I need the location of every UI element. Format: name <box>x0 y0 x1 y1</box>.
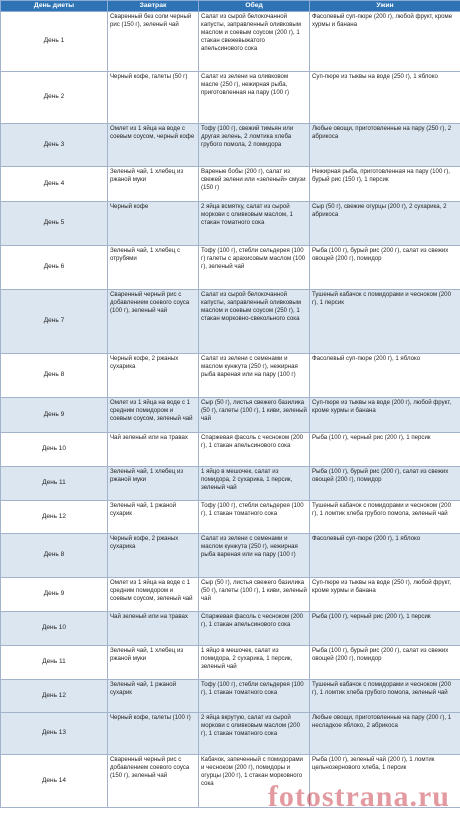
column-header-breakfast: Завтрак <box>108 1 199 12</box>
breakfast-cell: Омлет из 1 яйца на воде с 1 средним помидором и соевым соусом, зеленый чай <box>108 578 199 612</box>
dinner-cell: Рыба (100 г), бурый рис (200 г), салат из свежих овощей (200 г), помидор <box>310 246 460 290</box>
table-row <box>1 398 460 433</box>
table-row <box>1 578 460 612</box>
day-cell: День 11 <box>1 646 108 680</box>
breakfast-cell: Зеленый чай, 1 хлебец из ржаной муки <box>108 167 199 202</box>
dinner-cell: Рыба (100 г), бурый рис (200 г), салат из свежих овощей (200 г), помидор <box>310 467 460 501</box>
lunch-cell: Салат из сырой белокочанной капусты, заправленный оливковым маслом и соевым соусом (200 г), 1 стакан свежевыжатого апельсинового сока <box>199 12 310 72</box>
day-cell: День 10 <box>1 433 108 467</box>
table-row <box>1 534 460 578</box>
breakfast-cell: Черный кофе, галеты (100 г) <box>108 713 199 755</box>
dinner-cell: Любые овощи, приготовленные на пару (250 г), 2 абрикоса <box>310 124 460 167</box>
day-cell: День 6 <box>1 246 108 290</box>
site-watermark: fotostrana.ru <box>267 780 450 813</box>
lunch-cell: Тофу (100 г), стебли сельдерея (100 г) галеты с арахисовым маслом (100 г), зеленый чай <box>199 246 310 290</box>
dinner-cell: Суп-пюре из тыквы на воде (250 г), любой фрукт, кроме хурмы и банана <box>310 578 460 612</box>
breakfast-cell: Сваренный черный рис с добавлением соевого соуса (100 г), зеленый чай <box>108 290 199 354</box>
breakfast-cell: Сваренный без соли черный рис (150 г), зеленый чай <box>108 12 199 72</box>
lunch-cell: Сыр (50 г), листья свежего базилика (50 г), галеты (100 г), 1 киви, зеленый чай <box>199 398 310 433</box>
table-row <box>1 354 460 398</box>
lunch-cell: Вареные бобы (200 г), салат из свежей зелени или «зеленый» смузи (150 г) <box>199 167 310 202</box>
dinner-cell: Рыба (100 г), зеленый чай (200 г), 1 ломтик цельнозернового хлеба, 1 персик <box>310 755 460 808</box>
dinner-cell: Тушеный кабачок с помидорами и чесноком (200 г), 1 ломтик хлеба грубого помола, зеленый чай <box>310 501 460 534</box>
breakfast-cell: Черный кофе, 2 ржаных сухарика <box>108 534 199 578</box>
day-cell: День 7 <box>1 290 108 354</box>
breakfast-cell: Чай зеленый или на травах <box>108 433 199 467</box>
breakfast-cell: Зеленый чай, 1 хлебец с отрубями <box>108 246 199 290</box>
table-row <box>1 713 460 755</box>
lunch-cell: 2 яйца вкрутую, салат из сырой моркови с оливковым маслом (200 г), 1 стакан томатного сока <box>199 713 310 755</box>
breakfast-cell: Сваренный черный рис с добавлением соевого соуса (150 г), зеленый чай <box>108 755 199 808</box>
table-row <box>1 646 460 680</box>
table-row <box>1 246 460 290</box>
day-cell: День 1 <box>1 12 108 72</box>
dinner-cell: Нежирная рыба, приготовленная на пару (100 г), бурый рис (150 г), 1 персик <box>310 167 460 202</box>
column-header-lunch: Обед <box>199 1 310 12</box>
day-cell: День 5 <box>1 202 108 246</box>
lunch-cell: 1 яйцо в мешочек, салат из помидора, 2 сухарика, 1 персик, зеленый чай <box>199 467 310 501</box>
table-row <box>1 467 460 501</box>
lunch-cell: Тофу (100 г), стебли сельдерея (100 г), 1 стакан томатного сока <box>199 680 310 713</box>
dinner-cell: Рыба (100 г), бурый рис (200 г), салат из свежих овощей (200 г), помидор <box>310 646 460 680</box>
lunch-cell: Салат из зелени с семенами и маслом кунжута (250 г), нежирная рыба вареная или на пару (100 г) <box>199 354 310 398</box>
day-cell: День 9 <box>1 578 108 612</box>
day-cell: День 8 <box>1 354 108 398</box>
table-row <box>1 612 460 646</box>
breakfast-cell: Зеленый чай, 1 ржаной сухарик <box>108 501 199 534</box>
breakfast-cell: Зеленый чай, 1 хлебец из ржаной муки <box>108 467 199 501</box>
table-header-row <box>1 1 460 12</box>
lunch-cell: Салат из сырой белокочанной капусты, заправленный оливковым маслом и соевым соусом (250 г), 1 стакан морковно-свекольного сока <box>199 290 310 354</box>
dinner-cell: Фасолевый суп-пюре (200 г), любой фрукт, кроме хурмы и банана <box>310 12 460 72</box>
table-row <box>1 680 460 713</box>
lunch-cell: 2 яйца всмятку, салат из сырой моркови с оливковым маслом, 1 стакан томатного сока <box>199 202 310 246</box>
day-cell: День 2 <box>1 72 108 124</box>
lunch-cell: Спаржевая фасоль с чесноком (200 г), 1 стакан апельсинового сока <box>199 612 310 646</box>
day-cell: День 11 <box>1 467 108 501</box>
lunch-cell: Салат из зелени на оливковом масле (250 г), нежирная рыба, приготовленная на пару (100 г) <box>199 72 310 124</box>
dinner-cell: Тушеный кабачок с помидорами и чесноком (200 г), 1 ломтик хлеба грубого помола, зеленый чай <box>310 680 460 713</box>
table-row <box>1 72 460 124</box>
day-cell: День 13 <box>1 713 108 755</box>
day-cell: День 9 <box>1 398 108 433</box>
dinner-cell: Рыба (100 г), черный рис (200 г), 1 персик <box>310 433 460 467</box>
breakfast-cell: Омлет из 1 яйца на воде с соевым соусом, черный кофе <box>108 124 199 167</box>
table-row <box>1 433 460 467</box>
column-header-day: День диеты <box>1 1 108 12</box>
lunch-cell: Сыр (50 г), листья свежего базилика (50 г), галеты (100 г), 1 киви, зеленый чай <box>199 578 310 612</box>
lunch-cell: Тофу (100 г), стебли сельдерея (100 г), 1 стакан томатного сока <box>199 501 310 534</box>
table-row <box>1 124 460 167</box>
lunch-cell: Салат из зелени с семенами и маслом кунжута (250 г), нежирная рыба вареная или на пару (100 г) <box>199 534 310 578</box>
day-cell: День 12 <box>1 501 108 534</box>
day-cell: День 12 <box>1 680 108 713</box>
breakfast-cell: Омлет из 1 яйца на воде с 1 средним помидором и соевым соусом, зеленый чай <box>108 398 199 433</box>
day-cell: День 10 <box>1 612 108 646</box>
lunch-cell: Тофу (100 г), свежий тимьян или другая зелень, 2 ломтика хлеба грубого помола, 2 помидора <box>199 124 310 167</box>
dinner-cell: Сыр (50 г), свежие огурцы (200 г), 2 сухарика, 2 абрикоса <box>310 202 460 246</box>
dinner-cell: Любые овощи, приготовленные на пару (200 г), 1 несладкое яблоко, 2 абрикоса <box>310 713 460 755</box>
table-row <box>1 202 460 246</box>
breakfast-cell: Черный кофе, галеты (50 г) <box>108 72 199 124</box>
dinner-cell: Фасолевый суп-пюре (200 г), 1 яблоко <box>310 354 460 398</box>
day-cell: День 8 <box>1 534 108 578</box>
breakfast-cell: Чай зеленый или на травах <box>108 612 199 646</box>
dinner-cell: Рыба (100 г), черный рис (200 г), 1 персик <box>310 612 460 646</box>
breakfast-cell: Зеленый чай, 1 хлебец из ржаной муки <box>108 646 199 680</box>
table-row <box>1 290 460 354</box>
dinner-cell: Тушеный кабачок с помидорами и чесноком (200 г), 1 персик <box>310 290 460 354</box>
lunch-cell: Кабачок, запеченный с помидорами и чесноком (200 г), помидоры и огурцы (200 г), 1 стакан морковного сока <box>199 755 310 808</box>
dinner-cell: Суп-пюре из тыквы на воде (200 г), любой фрукт, кроме хурмы и банана <box>310 398 460 433</box>
lunch-cell: Спаржевая фасоль с чесноком (200 г), 1 стакан апельсинового сока <box>199 433 310 467</box>
dinner-cell: Суп-пюре из тыквы на воде (250 г), 1 яблоко <box>310 72 460 124</box>
table-row <box>1 167 460 202</box>
dinner-cell: Фасолевый суп-пюре (200 г), 1 яблоко <box>310 534 460 578</box>
table-row <box>1 501 460 534</box>
breakfast-cell: Зеленый чай, 1 ржаной сухарик <box>108 680 199 713</box>
table-row <box>1 755 460 808</box>
column-header-dinner: Ужин <box>310 1 460 12</box>
day-cell: День 14 <box>1 755 108 808</box>
table-row <box>1 12 460 72</box>
breakfast-cell: Черный кофе, 2 ржаных сухарика <box>108 354 199 398</box>
lunch-cell: 1 яйцо в мешочек, салат из помидора, 2 сухарика, 1 персик, зеленый чай <box>199 646 310 680</box>
breakfast-cell: Черный кофе <box>108 202 199 246</box>
day-cell: День 4 <box>1 167 108 202</box>
day-cell: День 3 <box>1 124 108 167</box>
